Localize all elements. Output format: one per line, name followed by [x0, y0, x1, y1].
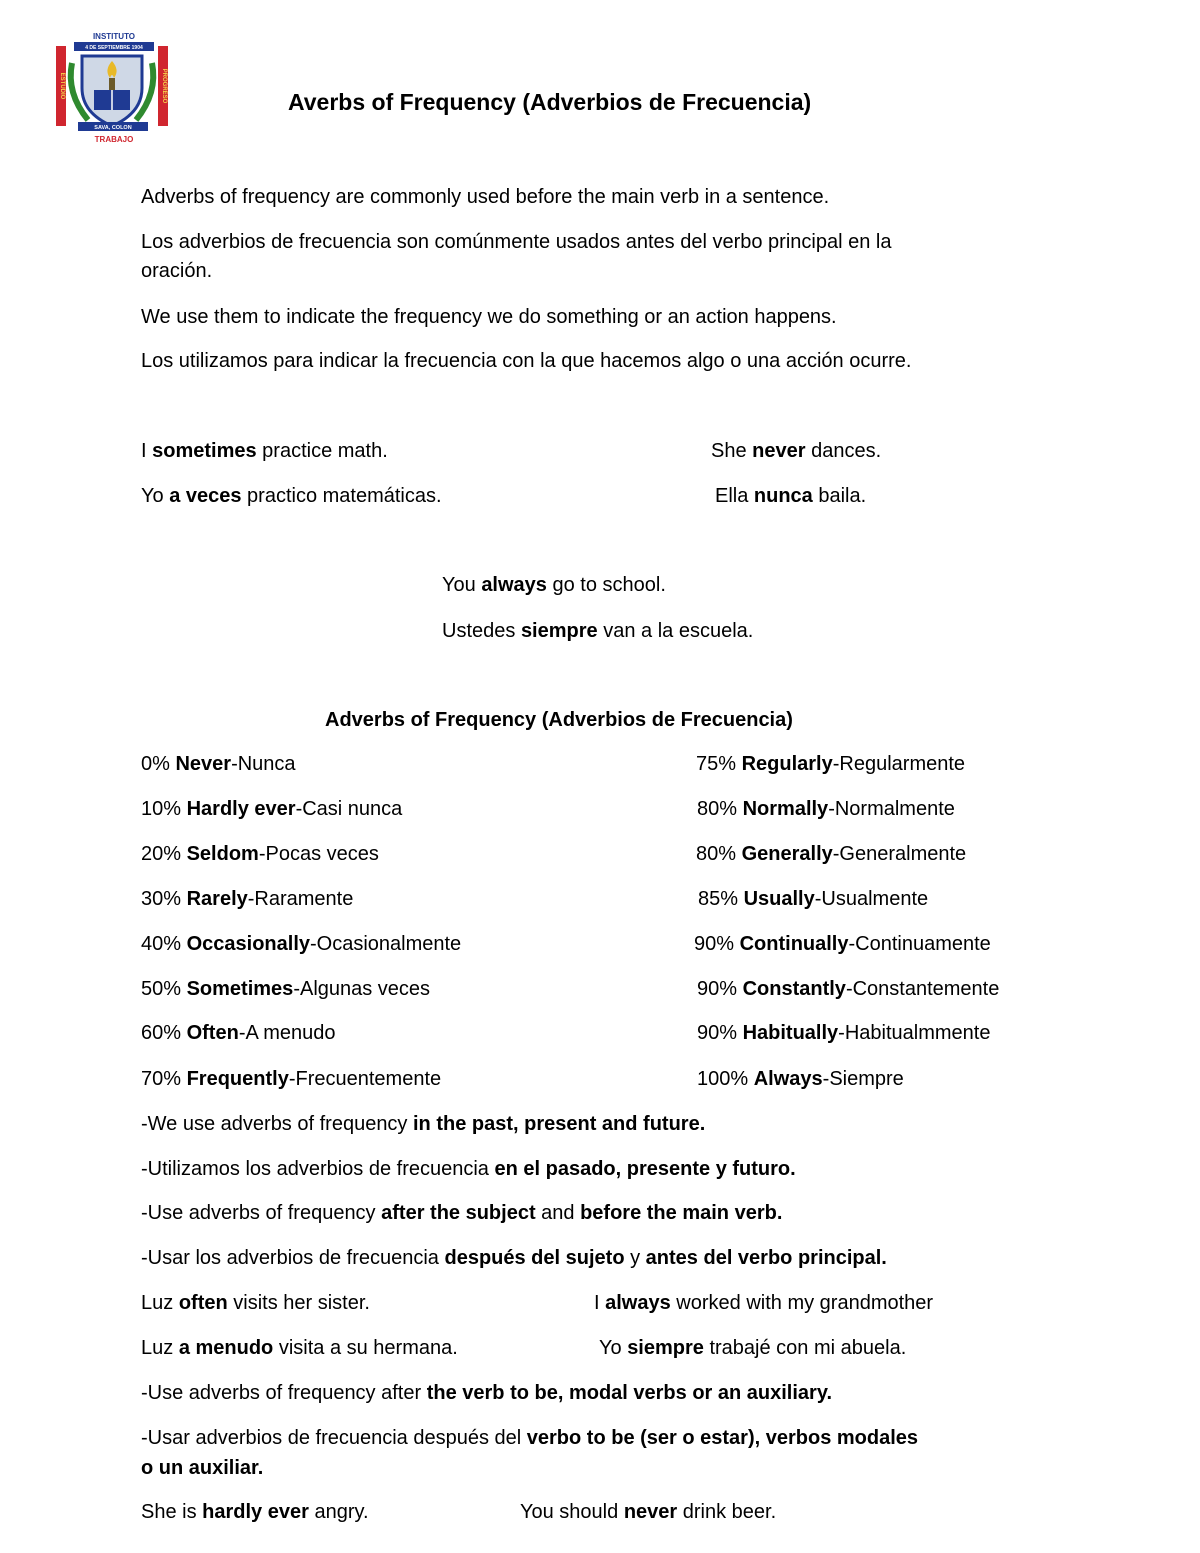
rule-line: -Utilizamos los adverbios de frecuencia en el pasado, presente y futuro.	[141, 1158, 796, 1180]
frequency-item: 80% Normally-Normalmente	[697, 798, 955, 820]
example-sentence: Luz often visits her sister.	[141, 1292, 370, 1314]
frequency-item: 80% Generally-Generalmente	[696, 843, 967, 865]
example-sentence: You should never drink beer.	[520, 1501, 777, 1523]
school-logo	[52, 28, 172, 146]
frequency-item: 90% Constantly-Constantemente	[697, 978, 1000, 1000]
frequency-item: 50% Sometimes-Algunas veces	[141, 978, 431, 1000]
frequency-item: 100% Always-Siempre	[697, 1068, 904, 1090]
example-sentence: She never dances.	[711, 440, 882, 462]
frequency-item: 90% Habitually-Habitualmmente	[697, 1022, 991, 1044]
frequency-item: 40% Occasionally-Ocasionalmente	[141, 933, 462, 955]
frequency-item: 70% Frequently-Frecuentemente	[141, 1068, 442, 1090]
logo-bottom-text: TRABAJO	[94, 135, 134, 144]
frequency-item: 20% Seldom-Pocas veces	[141, 843, 379, 865]
example-sentence: You always go to school.	[442, 574, 666, 596]
torch-handle-icon	[109, 78, 115, 90]
intro-line-4: We use them to indicate the frequency we do something or an action happens.	[141, 306, 837, 328]
logo-date-text: 4 DE SEPTIEMBRE 1904	[85, 45, 143, 51]
example-sentence: She is hardly ever angry.	[141, 1501, 369, 1523]
example-sentence: Luz a menudo visita a su hermana.	[141, 1337, 458, 1359]
intro-line-1: Adverbs of frequency are commonly used before the main verb in a sentence.	[141, 186, 830, 208]
rule-line: -Use adverbs of frequency after the subject and before the main verb.	[141, 1202, 783, 1224]
example-sentence: Ustedes siempre van a la escuela.	[442, 620, 754, 642]
frequency-item: 10% Hardly ever-Casi nunca	[141, 798, 403, 820]
frequency-item: 30% Rarely-Raramente	[141, 888, 354, 910]
rule-line: -Use adverbs of frequency after the verb to be, modal verbs or an auxiliary.	[141, 1382, 833, 1404]
rule-line: -Usar adverbios de frecuencia después del verbo to be (ser o estar), verbos modales	[141, 1427, 919, 1449]
logo-left-text: ESTUDIO	[59, 72, 65, 100]
frequency-item: 60% Often-A menudo	[141, 1022, 336, 1044]
example-sentence: I always worked with my grandmother	[594, 1292, 934, 1314]
logo-right-text: PROGRESO	[161, 68, 167, 104]
example-sentence: Yo a veces practico matemáticas.	[141, 485, 442, 507]
page-title: Averbs of Frequency (Adverbios de Frecuencia)	[288, 89, 812, 115]
example-sentence: Ella nunca baila.	[715, 485, 867, 507]
section-subtitle: Adverbs of Frequency (Adverbios de Frecuencia)	[325, 709, 793, 731]
example-sentence: Yo siempre trabajé con mi abuela.	[599, 1337, 907, 1359]
frequency-item: 75% Regularly-Regularmente	[696, 753, 966, 775]
rule-line: -Usar los adverbios de frecuencia después del sujeto y antes del verbo principal.	[141, 1247, 887, 1269]
logo-ribbon-text: SAVA, COLON	[94, 125, 132, 131]
rule-line: o un auxiliar.	[141, 1457, 264, 1479]
frequency-item: 90% Continually-Continuamente	[694, 933, 991, 955]
frequency-item: 0% Never-Nunca	[141, 753, 296, 775]
example-sentence: I sometimes practice math.	[141, 440, 388, 462]
intro-line-5: Los utilizamos para indicar la frecuencia con la que hacemos algo o una acción ocurre.	[141, 350, 912, 372]
logo-top-text: INSTITUTO	[92, 32, 136, 41]
intro-line-3: oración.	[141, 260, 213, 282]
frequency-item: 85% Usually-Usualmente	[698, 888, 929, 910]
intro-line-2: Los adverbios de frecuencia son comúnmente usados antes del verbo principal en la	[141, 231, 892, 253]
rule-line: -We use adverbs of frequency in the past, present and future.	[141, 1113, 706, 1135]
